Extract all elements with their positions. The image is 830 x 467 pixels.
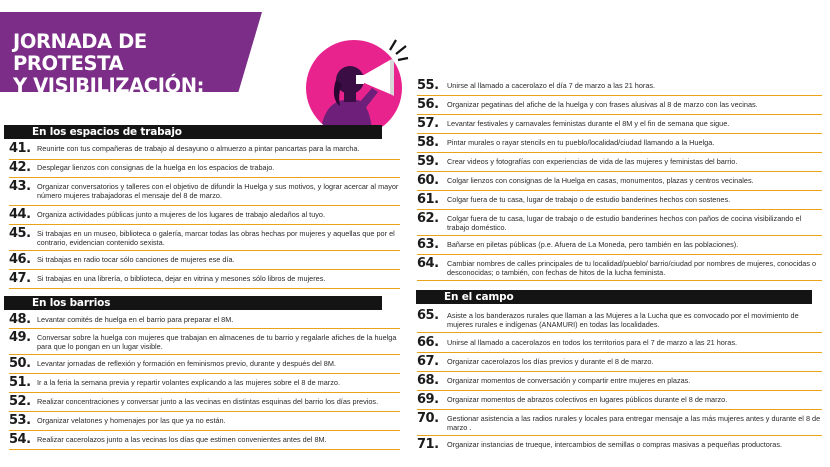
item-number: 50. xyxy=(9,356,31,371)
list-item xyxy=(417,79,822,96)
item-number: 68. xyxy=(417,373,439,388)
item-text: Levantar comités de huelga en el barrio para preparar el 8M. xyxy=(37,315,234,324)
item-text: Colgar fuera de tu casa, lugar de trabajo o de estudio banderines hechos con paños de cocina visibilizando el trabajo doméstico. xyxy=(447,214,802,233)
item-text: Organizar momentos de abrazos colectivos en lugares públicos durante el 8 de marzo. xyxy=(447,395,728,404)
list-item xyxy=(9,161,400,178)
item-text: Organizar conversatorios y talleres con el objetivo de difundir la Huelga y sus motivos, y lograr acercar al mayor número mujeres trabajadoras el mensaje del 8 de marzo. xyxy=(37,182,399,201)
list-item xyxy=(9,142,400,160)
list-item xyxy=(417,238,822,255)
list-item xyxy=(9,331,400,355)
item-text: Si trabajas en un museo, biblioteca o galería, marcar todas las obras hechas por mujeres y aquellas que por el contrario, evidencian contenido sexista. xyxy=(37,229,395,248)
page-title: JORNADA DE PROTESTA Y VISIBILIZACIÓN: xyxy=(13,30,205,97)
list-item xyxy=(9,253,400,270)
item-text: Realizar cacerolazos junto a las vecinas los días que estimen convenientes antes del 8M. xyxy=(37,435,327,444)
item-text: Organizar instancias de trueque, intercambios de semillas o compras masivas a pequeñas productoras. xyxy=(447,440,783,449)
item-number: 43. xyxy=(9,179,31,194)
item-number: 51. xyxy=(9,375,31,390)
item-number: 55. xyxy=(417,78,439,93)
item-text: Organizar pegatinas del afiche de la huelga y con frases alusivas al 8 de marzo con las vecinas. xyxy=(447,100,758,109)
list-item xyxy=(417,336,822,353)
item-number: 66. xyxy=(417,335,439,350)
list-item xyxy=(417,393,822,410)
item-text: Si trabajas en una librería, o biblioteca, dejar en vitrina y mesones sólo libros de mujeres. xyxy=(37,274,326,283)
list-item xyxy=(417,412,822,436)
list-item xyxy=(417,136,822,153)
item-text: Desplegar lienzos con consignas de la huelga en los espacios de trabajo. xyxy=(37,163,275,172)
list-item xyxy=(9,433,400,450)
list-item xyxy=(417,193,822,210)
item-text: Realizar concentraciones y conversar junto a las vecinas en distintas esquinas del barrio los días previos. xyxy=(37,397,379,406)
item-number: 47. xyxy=(9,271,31,286)
sound-waves-icon xyxy=(380,38,410,68)
item-number: 45. xyxy=(9,226,31,241)
item-text: Organizar momentos de conversación y compartir entre mujeres en plazas. xyxy=(447,376,691,385)
item-text: Unirse al llamado a cacerolazos en todos los territorios para el 7 de marzo a las 21 horas. xyxy=(447,338,737,347)
item-number: 69. xyxy=(417,392,439,407)
item-text: Organizar cacerolazos los días previos y durante el 8 de marzo. xyxy=(447,357,654,366)
item-number: 57. xyxy=(417,116,439,131)
list-item xyxy=(9,376,400,393)
list-item xyxy=(417,257,822,281)
item-number: 59. xyxy=(417,154,439,169)
list-item xyxy=(9,357,400,374)
item-text: Colgar fuera de tu casa, lugar de trabajo o de estudio banderines hechos con sostenes. xyxy=(447,195,731,204)
list-item xyxy=(9,208,400,225)
list-item xyxy=(417,355,822,372)
item-number: 46. xyxy=(9,252,31,267)
item-number: 62. xyxy=(417,211,439,226)
item-text: Asiste a los banderazos rurales que llaman a las Mujeres a la Lucha que es convocado por el movimiento de mujeres rurales e indígenas (ANAMURI) en todas las localidades. xyxy=(447,311,799,330)
item-number: 70. xyxy=(417,411,439,426)
item-number: 65. xyxy=(417,308,439,323)
list-item xyxy=(417,309,822,333)
list-item xyxy=(9,395,400,412)
item-text: Si trabajas en radio tocar sólo canciones de mujeres ese día. xyxy=(37,255,235,264)
item-number: 48. xyxy=(9,312,31,327)
item-number: 49. xyxy=(9,330,31,345)
item-number: 44. xyxy=(9,207,31,222)
list-item xyxy=(9,414,400,431)
item-number: 63. xyxy=(417,237,439,252)
item-text: Bañarse en piletas públicas (p.e. Afuera de La Moneda, pero también en las poblaciones). xyxy=(447,240,739,249)
list-item xyxy=(417,374,822,391)
item-number: 71. xyxy=(417,437,439,452)
list-item xyxy=(9,272,400,289)
item-number: 67. xyxy=(417,354,439,369)
item-text: Levantar festivales y carnavales feministas durante el 8M y el fin de semana que sigue. xyxy=(447,119,730,128)
item-text: Organizar velatones y homenajes por las que ya no están. xyxy=(37,416,226,425)
item-text: Reunirte con tus compañeras de trabajo al desayuno o almuerzo a pintar pancartas para la marcha. xyxy=(37,144,360,153)
list-item xyxy=(417,212,822,236)
item-number: 64. xyxy=(417,256,439,271)
list-item xyxy=(417,155,822,172)
list-item xyxy=(417,117,822,134)
item-number: 41. xyxy=(9,141,31,156)
item-text: Organiza actividades públicas junto a mujeres de los lugares de trabajo aledaños al tuyo. xyxy=(37,210,325,219)
list-item xyxy=(9,227,400,251)
item-text: Crear videos y fotografías con experiencias de vida de las mujeres y feministas del barrio. xyxy=(447,157,738,166)
item-number: 60. xyxy=(417,173,439,188)
item-text: Unirse al llamado a cacerolazo el día 7 de marzo a las 21 horas. xyxy=(447,81,656,90)
item-number: 42. xyxy=(9,160,31,175)
item-number: 54. xyxy=(9,432,31,447)
item-number: 61. xyxy=(417,192,439,207)
item-text: Colgar lienzos con consignas de la Huelga en casas, monumentos, plazas y centros vecinales. xyxy=(447,176,754,185)
item-number: 52. xyxy=(9,394,31,409)
list-item xyxy=(417,438,822,455)
section-header-barrios: En los barrios xyxy=(4,296,382,310)
section-header-trabajo: En los espacios de trabajo xyxy=(4,125,382,139)
list-item xyxy=(417,98,822,115)
item-number: 58. xyxy=(417,135,439,150)
item-text: Conversar sobre la huelga con mujeres que trabajan en almacenes de tu barrio y regalarle afiches de la huelga para que lo pongan en un lugar visible. xyxy=(37,333,397,352)
item-number: 53. xyxy=(9,413,31,428)
item-text: Cambiar nombres de calles principales de tu localidad/pueblo/ barrio/ciudad por nombres de mujeres, conocidas o desconocidas; o también, con fechas de hitos de la lucha feminista. xyxy=(447,259,817,278)
item-number: 56. xyxy=(417,97,439,112)
item-text: Pintar murales o rayar stencils en tu pueblo/localidad/ciudad llamando a la Huelga. xyxy=(447,138,715,147)
item-text: Ir a la feria la semana previa y repartir volantes explicando a las mujeres sobre el 8 de marzo. xyxy=(37,378,340,387)
list-item xyxy=(417,174,822,191)
item-text: Levantar jornadas de reflexión y formación en feminismos previo, durante y después del 8M. xyxy=(37,359,336,368)
section-header-campo: En el campo xyxy=(416,290,812,304)
list-item xyxy=(9,313,400,329)
item-text: Gestionar asistencia a las radios rurales y locales para entregar mensaje a las más mujeres antes y durante el 8 de marzo . xyxy=(447,414,821,433)
list-item xyxy=(9,180,400,206)
